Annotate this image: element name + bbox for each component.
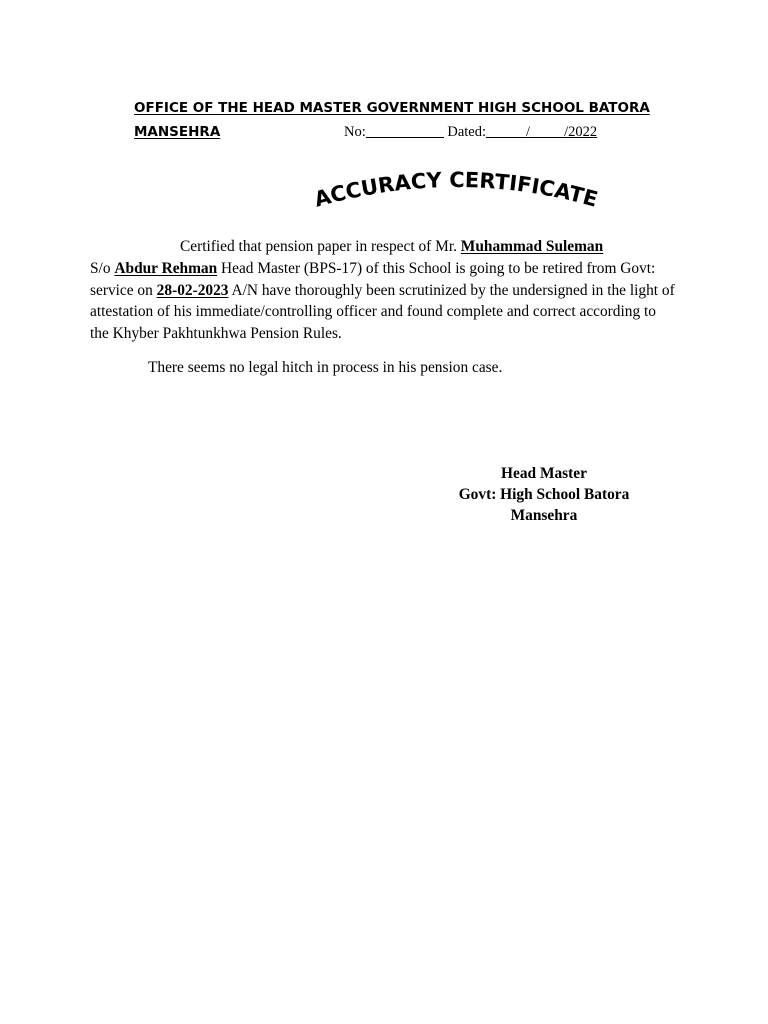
certificate-body [90, 236, 675, 345]
office-heading [134, 96, 694, 144]
office-city: MANSEHRA [134, 124, 221, 140]
designation-text: Head Master (BPS-17) of this School is going to be retired from Govt: service on [90, 259, 656, 299]
retirement-date: 28-02-2023 [156, 281, 229, 299]
date-separator: / [526, 124, 531, 140]
office-heading-line-1 [134, 96, 694, 120]
certification-text: A/N have thoroughly been scrutinized by the undersigned in the light of attestation of his immediate/controlling officer and found complete and correct according to the Khyber Pakhtunkhwa Pension Rules. [90, 281, 675, 343]
certificate-title-wordart [286, 168, 626, 224]
signatory-institution: Govt: High School Batora [458, 486, 630, 503]
no-legal-hitch-statement: There seems no legal hitch in process in his pension case. [148, 359, 503, 376]
reference-block [344, 120, 597, 144]
office-name: OFFICE OF THE HEAD MASTER GOVERNMENT HIGH SCHOOL BATORA [134, 100, 650, 116]
signatory-designation: Head Master [501, 465, 587, 482]
month-blank [530, 122, 564, 138]
signature-block [430, 463, 658, 526]
date-year: /2022 [564, 124, 598, 140]
no-blank [366, 122, 444, 138]
office-heading-line-2 [134, 120, 694, 144]
employee-name: Muhammad Suleman [460, 238, 604, 255]
day-blank [486, 122, 526, 138]
dated-label: Dated: [447, 124, 487, 140]
certificate-intro: Certified that pension paper in respect of Mr. [180, 238, 461, 255]
son-of-label: S/o [90, 259, 115, 277]
no-label: No: [344, 124, 366, 140]
father-name: Abdur Rehman [114, 259, 218, 277]
signatory-city: Mansehra [510, 507, 578, 524]
certificate-title: ACCURACY CERTIFICATE [311, 168, 601, 212]
